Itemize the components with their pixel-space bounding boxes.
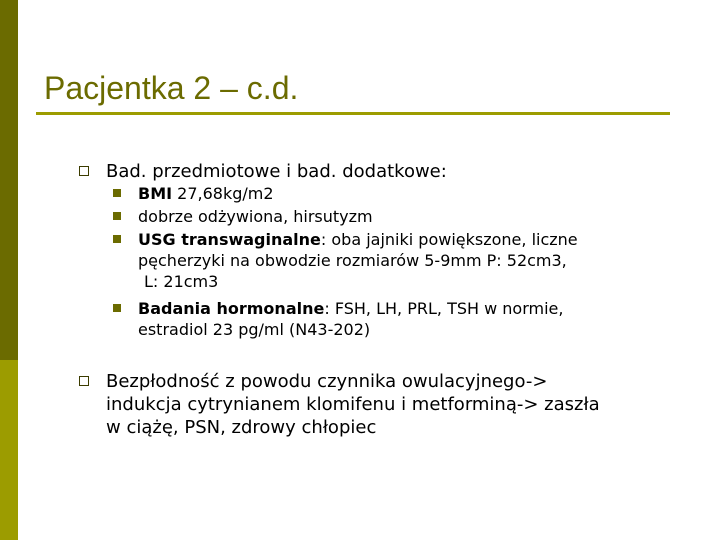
square-bullet-icon (113, 304, 121, 312)
bmi-value: 27,68kg/m2 (172, 184, 274, 203)
hormone-line-2: estradiol 23 pg/ml (N43-202) (138, 320, 371, 339)
square-bullet-icon (79, 376, 89, 386)
bullet-outcome-line-1: Bezpłodność z powodu czynnika owulacyjnego-> (106, 371, 548, 392)
sub-item-usg (138, 229, 578, 250)
bullet-exam-heading: Bad. przedmiotowe i bad. dodatkowe: (106, 161, 447, 182)
usg-line-1: : oba jajniki powiększone, liczne (320, 230, 578, 249)
sub-item-nutrition: dobrze odżywiona, hirsutyzm (138, 207, 373, 226)
hormone-label: Badania hormonalne (138, 299, 325, 318)
usg-label: USG transwaginalne (138, 230, 321, 249)
sub-item-hormones (138, 298, 563, 319)
square-bullet-icon (113, 235, 121, 243)
bullet-outcome-line-3: w ciążę, PSN, zdrowy chłopiec (106, 417, 377, 438)
slide-title: Pacjentka 2 – c.d. (44, 70, 299, 106)
bmi-label: BMI (138, 184, 173, 203)
usg-line-3: L: 21cm3 (144, 272, 219, 291)
sub-item-bmi (138, 183, 274, 204)
bullet-outcome-line-2: indukcja cytrynianem klomifenu i metforminą-> zaszła (106, 394, 600, 415)
usg-line-2: pęcherzyki na obwodzie rozmiarów 5-9mm P: 52cm3, (138, 251, 567, 270)
square-bullet-icon (113, 189, 121, 197)
square-bullet-icon (113, 212, 121, 220)
square-bullet-icon (79, 166, 89, 176)
hormone-line-1: : FSH, LH, PRL, TSH w normie, (324, 299, 564, 318)
